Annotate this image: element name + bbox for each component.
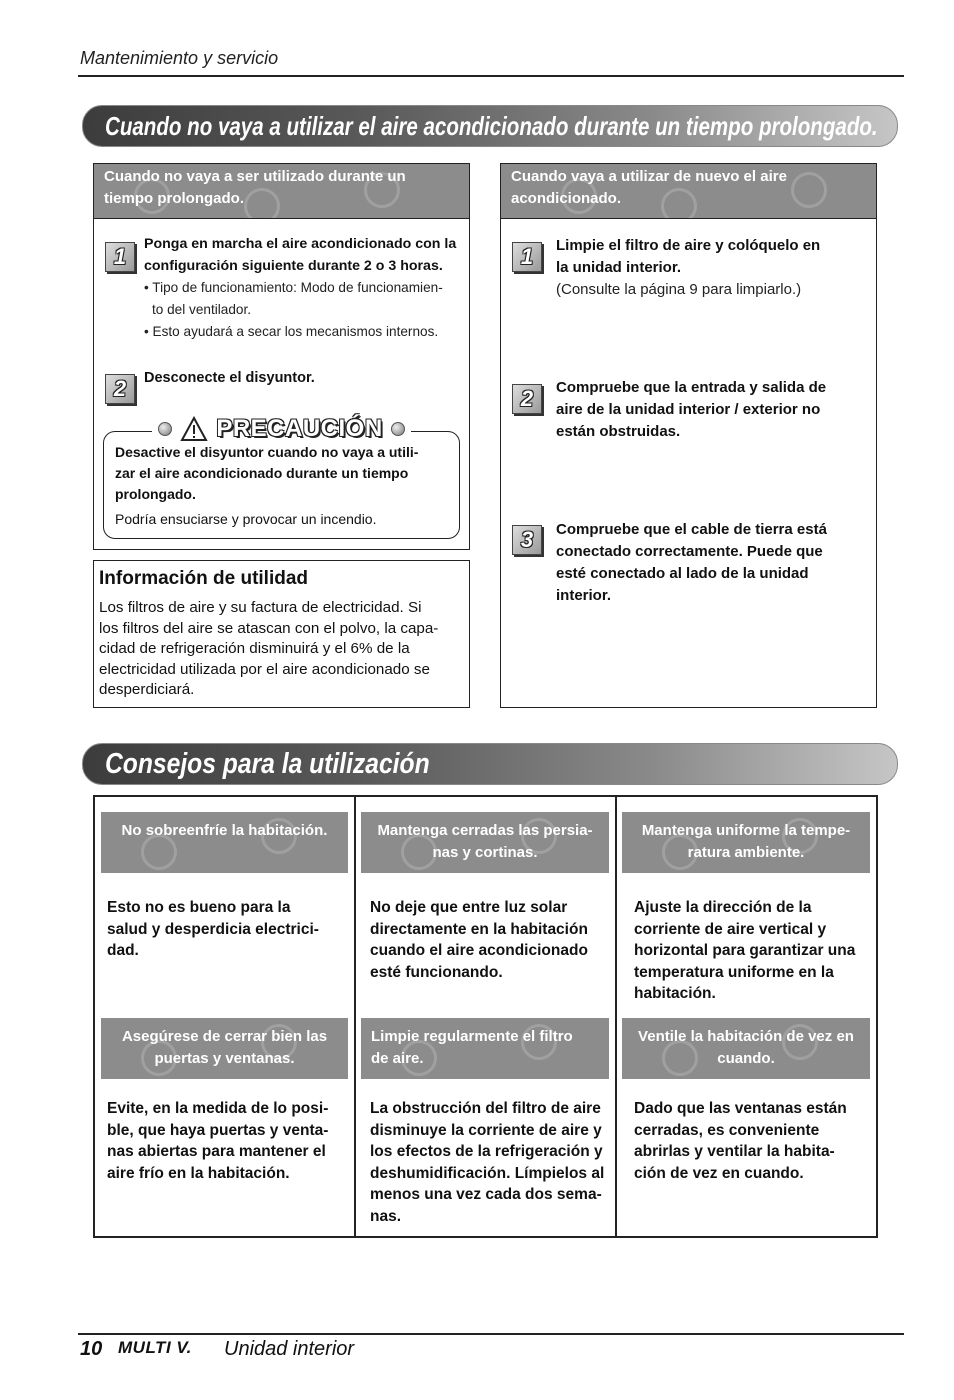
step-number-2: 2 bbox=[512, 384, 542, 414]
step-number-3: 3 bbox=[512, 525, 542, 555]
tip-heading: Mantenga cerradas las persia-nas y cortinas. bbox=[361, 812, 609, 873]
step-number-2: 2 bbox=[105, 374, 135, 404]
box-heading-bar bbox=[501, 164, 876, 219]
tip-body: Dado que las ventanas están cerradas, es conveniente abrirlas y ventilar la habita- ción de vez en cuando. bbox=[634, 1100, 847, 1182]
box-heading: Cuando vaya a utilizar de nuevo el aire acondicionado. bbox=[511, 168, 787, 207]
step-2-text: Desconecte el disyuntor. bbox=[144, 370, 315, 386]
page-number: 10 bbox=[80, 1338, 103, 1360]
bullet-dot-icon bbox=[391, 422, 405, 436]
tips-grid bbox=[93, 795, 878, 1238]
bullet-dot-icon bbox=[158, 422, 172, 436]
tip-heading: Mantenga uniforme la tempe-ratura ambiente. bbox=[622, 812, 870, 873]
caution-label: PRECAUCIÓN bbox=[216, 415, 383, 442]
step-number-1: 1 bbox=[105, 242, 135, 272]
section-banner-tips bbox=[82, 743, 898, 785]
section-header: Mantenimiento y servicio bbox=[80, 48, 279, 68]
step-1-text: Limpie el filtro de aire y colóquelo en la unidad interior. (Consulte la página 9 para limpiarlo.) bbox=[556, 237, 821, 298]
step-1-text: Ponga en marcha el aire acondicionado con la configuración siguiente durante 2 o 3 horas. • Tipo de funcionamiento: Modo de funcionamien- to del ventilador. • Esto ayudará a secar los mecanismos internos. bbox=[144, 236, 457, 339]
banner-title: Consejos para la utilización bbox=[105, 748, 430, 780]
tip-body: La obstrucción del filtro de aire disminuye la corriente de aire y los efectos de la refrigeración y deshumidificación. Límpielos al menos una vez cada dos sema- nas. bbox=[370, 1100, 605, 1225]
useful-info-box bbox=[93, 560, 470, 708]
caution-title bbox=[104, 412, 459, 446]
tip-heading: Limpie regularmente el filtro de aire. bbox=[361, 1018, 609, 1079]
footer-divider bbox=[78, 1333, 904, 1335]
column-divider bbox=[615, 797, 617, 1236]
tip-body: Esto no es bueno para la salud y desperdicia electrici- dad. bbox=[107, 899, 319, 959]
tip-heading: No sobreenfríe la habitación. bbox=[101, 812, 348, 873]
info-title: Información de utilidad bbox=[99, 568, 309, 589]
tip-heading: Ventile la habitación de vez en cuando. bbox=[622, 1018, 870, 1079]
tip-body: Ajuste la dirección de la corriente de aire vertical y horizontal para garantizar una temperatura uniforme en la habitación. bbox=[634, 899, 856, 1002]
tip-body: Evite, en la medida de lo posi- ble, que haya puertas y venta- nas abiertas para mantener el aire frío en la habitación. bbox=[107, 1100, 329, 1182]
step-number-1: 1 bbox=[512, 242, 542, 272]
box-heading: Cuando no vaya a ser utilizado durante un tiempo prolongado. bbox=[104, 168, 406, 207]
brand-logo: MULTI V. bbox=[118, 1338, 192, 1357]
tip-heading: Asegúrese de cerrar bien las puertas y ventanas. bbox=[101, 1018, 348, 1079]
reuse-box bbox=[500, 163, 877, 708]
banner-title: Cuando no vaya a utilizar el aire acondicionado durante un tiempo prolongado. bbox=[105, 111, 878, 141]
step-3-text: Compruebe que el cable de tierra está conectado correctamente. Puede que esté conectado al lado de la unidad interior. bbox=[556, 521, 827, 604]
step-2-text: Compruebe que la entrada y salida de aire de la unidad interior / exterior no están obstruidas. bbox=[556, 379, 827, 440]
column-divider bbox=[354, 797, 356, 1236]
caution-box bbox=[103, 415, 460, 539]
box-heading-bar bbox=[94, 164, 469, 219]
info-text: Los filtros de aire y su factura de electricidad. Si los filtros del aire se atascan con el polvo, la capa- cidad de refrigeración disminuirá y el 6% de la electricidad utilizada por el aire acondicionado se desperdiciará. bbox=[99, 599, 439, 698]
header-divider bbox=[78, 75, 904, 77]
long-term-storage-box bbox=[93, 163, 470, 550]
footer-label: Unidad interior bbox=[224, 1338, 355, 1360]
caution-text: Desactive el disyuntor cuando no vaya a utili- zar el aire acondicionado durante un tiempo prolongado. Podría ensuciarse y provocar un incendio. bbox=[115, 444, 419, 527]
warning-triangle-icon bbox=[180, 416, 208, 442]
section-banner-long-term bbox=[82, 105, 898, 147]
tip-body: No deje que entre luz solar directamente en la habitación cuando el aire acondicionado esté funcionando. bbox=[370, 899, 588, 981]
